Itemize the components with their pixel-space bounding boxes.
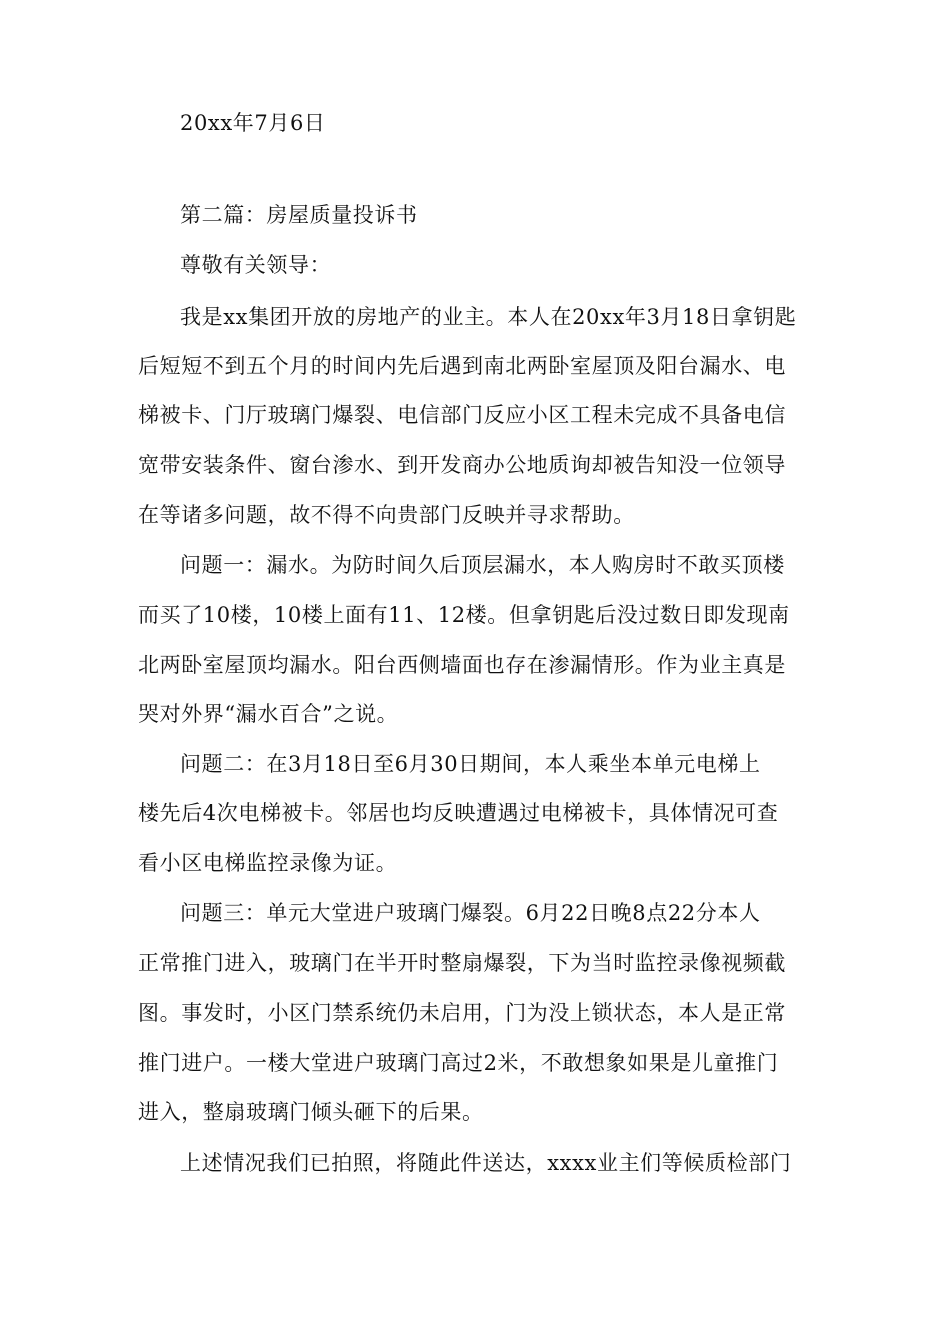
section-title: 第二篇：房屋质量投诉书 <box>180 203 418 227</box>
paragraph-line: 我是xx集团开放的房地产的业主。本人在20xx年3月18日拿钥匙 <box>180 305 797 329</box>
paragraph-line: 问题三：单元大堂进户玻璃门爆裂。6月22日晚8点22分本人 <box>180 901 761 925</box>
paragraph-line: 哭对外界“漏水百合”之说。 <box>138 702 399 726</box>
paragraph-line: 宽带安装条件、窗台渗水、到开发商办公地质询却被告知没一位领导 <box>138 453 786 477</box>
paragraph-line: 推门进户。一楼大堂进户玻璃门高过2米，不敢想象如果是儿童推门 <box>138 1051 779 1075</box>
paragraph-line: 后短短不到五个月的时间内先后遇到南北两卧室屋顶及阳台漏水、电 <box>138 354 786 378</box>
salutation: 尊敬有关领导： <box>180 253 332 277</box>
paragraph-line: 而买了10楼，10楼上面有11、12楼。但拿钥匙后没过数日即发现南 <box>138 603 790 627</box>
paragraph-line: 问题二：在3月18日至6月30日期间，本人乘坐本单元电梯上 <box>180 752 761 776</box>
paragraph-line: 在等诸多问题，故不得不向贵部门反映并寻求帮助。 <box>138 503 635 527</box>
paragraph-line: 图。事发时，小区门禁系统仍未启用，门为没上锁状态，本人是正常 <box>138 1001 786 1025</box>
paragraph-line: 上述情况我们已拍照，将随此件送达，xxxx业主们等候质检部门 <box>180 1151 792 1175</box>
paragraph-line: 问题一：漏水。为防时间久后顶层漏水，本人购房时不敢买顶楼 <box>180 553 785 577</box>
paragraph-line: 看小区电梯监控录像为证。 <box>138 851 398 875</box>
date-line: 20xx年7月6日 <box>180 111 326 135</box>
paragraph-line: 北两卧室屋顶均漏水。阳台西侧墙面也存在渗漏情形。作为业主真是 <box>138 653 786 677</box>
paragraph-line: 梯被卡、门厅玻璃门爆裂、电信部门反应小区工程未完成不具备电信 <box>138 403 786 427</box>
paragraph-line: 正常推门进入，玻璃门在半开时整扇爆裂，下为当时监控录像视频截 <box>138 951 786 975</box>
paragraph-line: 进入，整扇玻璃门倾头砸下的后果。 <box>138 1100 484 1124</box>
paragraph-line: 楼先后4次电梯被卡。邻居也均反映遭遇过电梯被卡，具体情况可查 <box>138 801 779 825</box>
